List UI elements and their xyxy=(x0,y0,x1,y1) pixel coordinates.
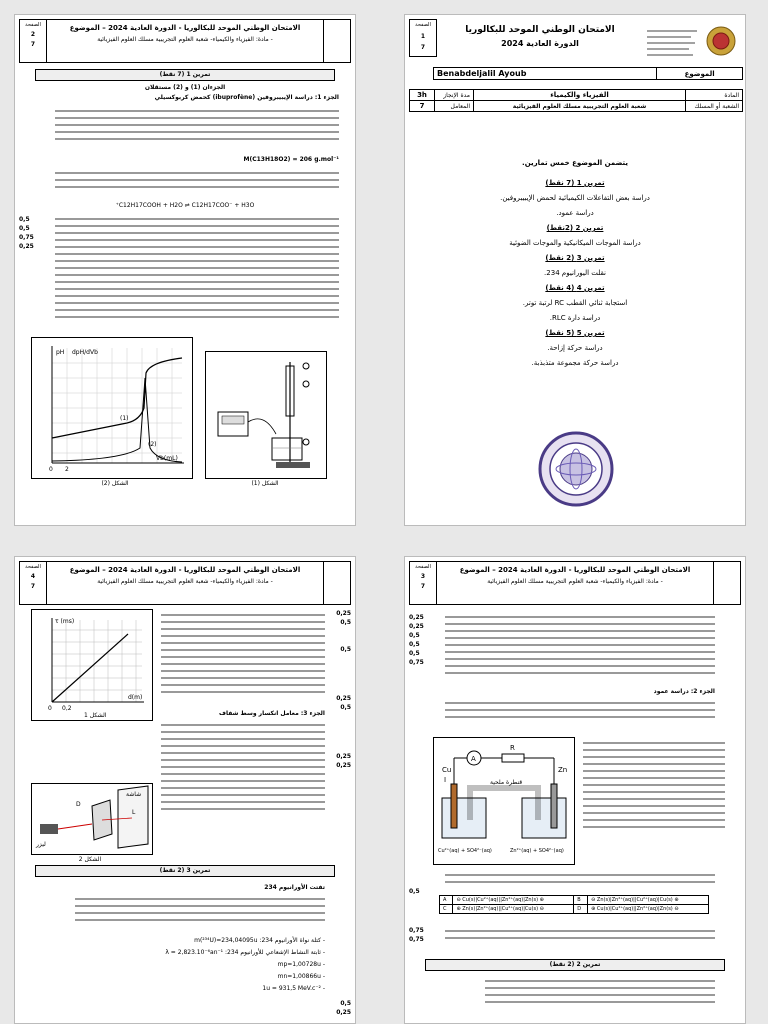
coef-value: 7 xyxy=(410,101,435,112)
tau-line xyxy=(52,634,128,702)
page-number-box: الصفحة 1 7 xyxy=(409,19,437,57)
exercise-3: تمرين 3 (2 نقط) نقلت اليورانيوم 234. xyxy=(544,254,606,277)
material-label: المادة xyxy=(686,90,743,101)
option-b-letter: B xyxy=(574,896,588,905)
header-spacer xyxy=(323,20,350,62)
laser-label: ليزر xyxy=(36,841,46,848)
axis-y-label: pH xyxy=(56,349,65,356)
exercise-2: تمرين 2 (2نقط) دراسة الموجات الميكانيكية والموجات الضوئية xyxy=(509,224,641,247)
text-block xyxy=(485,975,715,1015)
axis-zero: 0 xyxy=(49,466,53,473)
exercise-4: تمرين 4 (4 نقط) استجابة ثنائي القطب RC لرتبة توتر. دراسة دارة RLC. xyxy=(522,284,628,322)
data-line: - كتلة نواة الأورانيوم 234: m(²³⁴U)=234,04095u xyxy=(194,937,325,944)
molar-mass: M(C13H18O2) = 206 g.mol⁻¹ xyxy=(243,156,339,163)
duration-value: 3h xyxy=(410,90,435,101)
duration-label: مدة الإنجاز xyxy=(435,90,474,101)
page-header xyxy=(19,19,351,63)
material-value: الفيزياء والكيمياء xyxy=(474,90,686,101)
cell-figure xyxy=(433,737,575,865)
right-solution-label: Zn²⁺(aq) + SO4²⁻(aq) xyxy=(510,848,564,854)
part1-title: الجزء 1: دراسة الإيبيبروفين (ibuprofène) كحمض كربوكسيلي xyxy=(154,94,339,101)
branch-label: الشعبة أو المسلك xyxy=(686,101,743,112)
resistor-label: R xyxy=(510,744,515,752)
text-block xyxy=(55,105,339,155)
titration-figure xyxy=(31,337,193,479)
fig2-caption: الشكل 2 xyxy=(78,856,102,863)
tau-vs-d-figure xyxy=(31,609,153,721)
text-block xyxy=(445,869,715,889)
exercise-band: تمرين 2 (2 نقط) xyxy=(425,959,725,971)
option-d-notation: ⊕ Cu(s)|Cu²⁺(aq)||Zn²⁺(aq)|Zn(s) ⊖ xyxy=(588,905,709,914)
width-L-label: L xyxy=(132,809,136,816)
curve-1-label: (1) xyxy=(120,415,129,422)
text-block xyxy=(161,719,325,829)
axis-x-label: Vb(mL) xyxy=(156,455,178,462)
graph-y-label: τ (ms) xyxy=(55,618,75,625)
graph-tick: 0,2 xyxy=(62,705,72,712)
titration-setup-figure xyxy=(205,351,327,479)
zn-electrode-label: Zn xyxy=(558,766,568,774)
axis-two: 2 xyxy=(65,466,69,473)
text-block xyxy=(445,611,715,681)
option-a-letter: A xyxy=(440,896,453,905)
intro-text: يتضمن الموضوع خمس تمارين. xyxy=(522,159,628,167)
exam-cover-page xyxy=(404,14,746,526)
graph-caption: الشكل 1 xyxy=(84,712,107,719)
refraction-setup xyxy=(32,784,152,854)
marks-column-2: 0,5 0,75 0,75 xyxy=(409,888,424,943)
figure-2-caption: الشكل (2) xyxy=(101,480,129,487)
page-header xyxy=(19,561,351,605)
header-spacer xyxy=(323,562,350,604)
titration-graph xyxy=(32,338,192,478)
text-block xyxy=(75,893,325,931)
part3-title: الجزء 3: معامل انكسار وسط شفاف xyxy=(218,710,325,717)
cover-details-table xyxy=(409,89,743,112)
part-title: الجزءان (1) و (2) مستقلان xyxy=(144,84,226,91)
tau-vs-d-graph xyxy=(32,610,152,720)
graph-zero: 0 xyxy=(48,705,52,712)
text-block xyxy=(445,697,715,727)
header-title: الامتحان الوطني الموحد للبكالوريا - الدورة العادية 2024 – الموضوع - مادة: الفيزياء والكيمياء- شعبة العلوم التجريبية مسلك العلوم الفيزيائية xyxy=(459,566,691,585)
uranium-title: تفتت الأورانيوم 234 xyxy=(264,884,325,891)
axis-y2-label: dpH/dVb xyxy=(72,349,98,356)
data-line: - 1u = 931,5 MeV.c⁻² xyxy=(262,985,325,992)
exam-page-3 xyxy=(404,556,746,1024)
cover-info-table xyxy=(433,67,743,80)
exercise-band: تمرين 3 (2 نقط) xyxy=(35,865,335,877)
branch-value: شعبة العلوم التجريبية مسلك العلوم الفيزيائية xyxy=(474,101,686,112)
page-number-box: الصفحة 3 7 xyxy=(410,562,437,604)
ph-curve xyxy=(52,358,182,438)
exam-page-2 xyxy=(14,14,356,526)
page-number-box: الصفحة 4 7 xyxy=(20,562,47,604)
text-block xyxy=(55,167,339,197)
curve-2-label: (2) xyxy=(148,441,157,448)
option-c-notation: ⊕ Zn(s)|Zn²⁺(aq)||Cu²⁺(aq)|Cu(s) ⊖ xyxy=(453,905,574,914)
watermark-seal xyxy=(538,431,614,507)
figure-1-caption: الشكل (1) xyxy=(251,480,279,487)
refraction-figure xyxy=(31,783,153,855)
header-spacer xyxy=(713,562,740,604)
screen-label: شاشة xyxy=(126,791,142,798)
galvanic-cell xyxy=(434,738,574,864)
student-name: Benabdeljalil Ayoub xyxy=(434,68,657,80)
marks-column-bottom: 0,5 0,25 xyxy=(336,1000,351,1016)
derivative-curve xyxy=(52,378,182,462)
option-b-notation: ⊖ Zn(s)|Zn²⁺(aq)||Cu²⁺(aq)|Cu(s) ⊕ xyxy=(588,896,709,905)
option-a-notation: ⊖ Cu(s)|Cu²⁺(aq)||Zn²⁺(aq)|Zn(s) ⊕ xyxy=(453,896,574,905)
exercise-5: تمرين 5 (5 نقط) دراسة حركة إزاحة. دراسة حركة مجموعة متذبذبة. xyxy=(531,329,619,367)
data-line: - mp=1,00728u xyxy=(277,961,325,968)
data-block xyxy=(583,737,725,857)
exercise-1: تمرين 1 (7 نقط) دراسة بعض التفاعلات الكيميائية لحمض الإيبيبروفين. دراسة عمود. xyxy=(500,179,650,217)
left-solution-label: Cu²⁺(aq) + SO4²⁻(aq) xyxy=(438,848,492,854)
page-header xyxy=(409,561,741,605)
coef-label: المعامل xyxy=(435,101,474,112)
data-list xyxy=(75,935,325,995)
cu-electrode-label: Cu xyxy=(442,766,452,774)
distance-D-label: D xyxy=(76,801,81,808)
part2-title: الجزء 2: دراسة عمود xyxy=(653,688,715,695)
ammeter-label: A xyxy=(471,755,476,763)
cell-notation-table xyxy=(439,895,709,914)
marks-column: 0,5 0,5 0,75 0,25 xyxy=(19,216,34,250)
data-line: - ثابتة النشاط الإشعاعي للأورانيوم 234: λ = 2,823.10⁻⁶an⁻¹ xyxy=(165,949,325,956)
subject-label: الموضوع xyxy=(657,68,743,80)
salt-bridge-label: قنطرة ملحية xyxy=(490,779,523,786)
page-number-box: الصفحة 2 7 xyxy=(20,20,47,62)
cover-title: الامتحان الوطني الموحد للبكالوريا الدورة العادية 2024 xyxy=(465,25,615,48)
text-block xyxy=(161,609,325,709)
header-title: الامتحان الوطني الموحد للبكالوريا - الدورة العادية 2024 – الموضوع - مادة: الفيزياء والكيمياء- شعبة العلوم التجريبية مسلك العلوم الفيزيائية xyxy=(69,566,301,585)
marks-column: 0,25 0,5 0,5 0,25 0,5 0,25 0,25 xyxy=(336,610,351,769)
ministry-logo xyxy=(641,21,737,67)
current-label: I xyxy=(444,776,447,784)
titration-setup xyxy=(206,352,326,478)
option-d-letter: D xyxy=(574,905,588,914)
exercise-overview xyxy=(445,153,705,373)
header-title: الامتحان الوطني الموحد للبكالوريا - الدورة العادية 2024 – الموضوع - مادة: الفيزياء والكيمياء- شعبة العلوم التجريبية مسلك العلوم الفيزيائية xyxy=(69,24,301,43)
text-block xyxy=(55,213,339,333)
exam-page-4 xyxy=(14,556,356,1024)
exercise-band: تمرين 1 (7 نقط) xyxy=(35,69,335,81)
data-line: - mn=1,00866u xyxy=(277,973,325,980)
option-c-letter: C xyxy=(440,905,453,914)
graph-x-label: d(m) xyxy=(128,694,143,701)
reaction-equation: C12H17COOH + H2O ⇌ C12H17COO⁻ + H3O⁺ xyxy=(115,202,255,209)
text-block xyxy=(445,925,715,949)
marks-column: 0,25 0,25 0,5 0,5 0,5 0,75 xyxy=(409,614,424,666)
